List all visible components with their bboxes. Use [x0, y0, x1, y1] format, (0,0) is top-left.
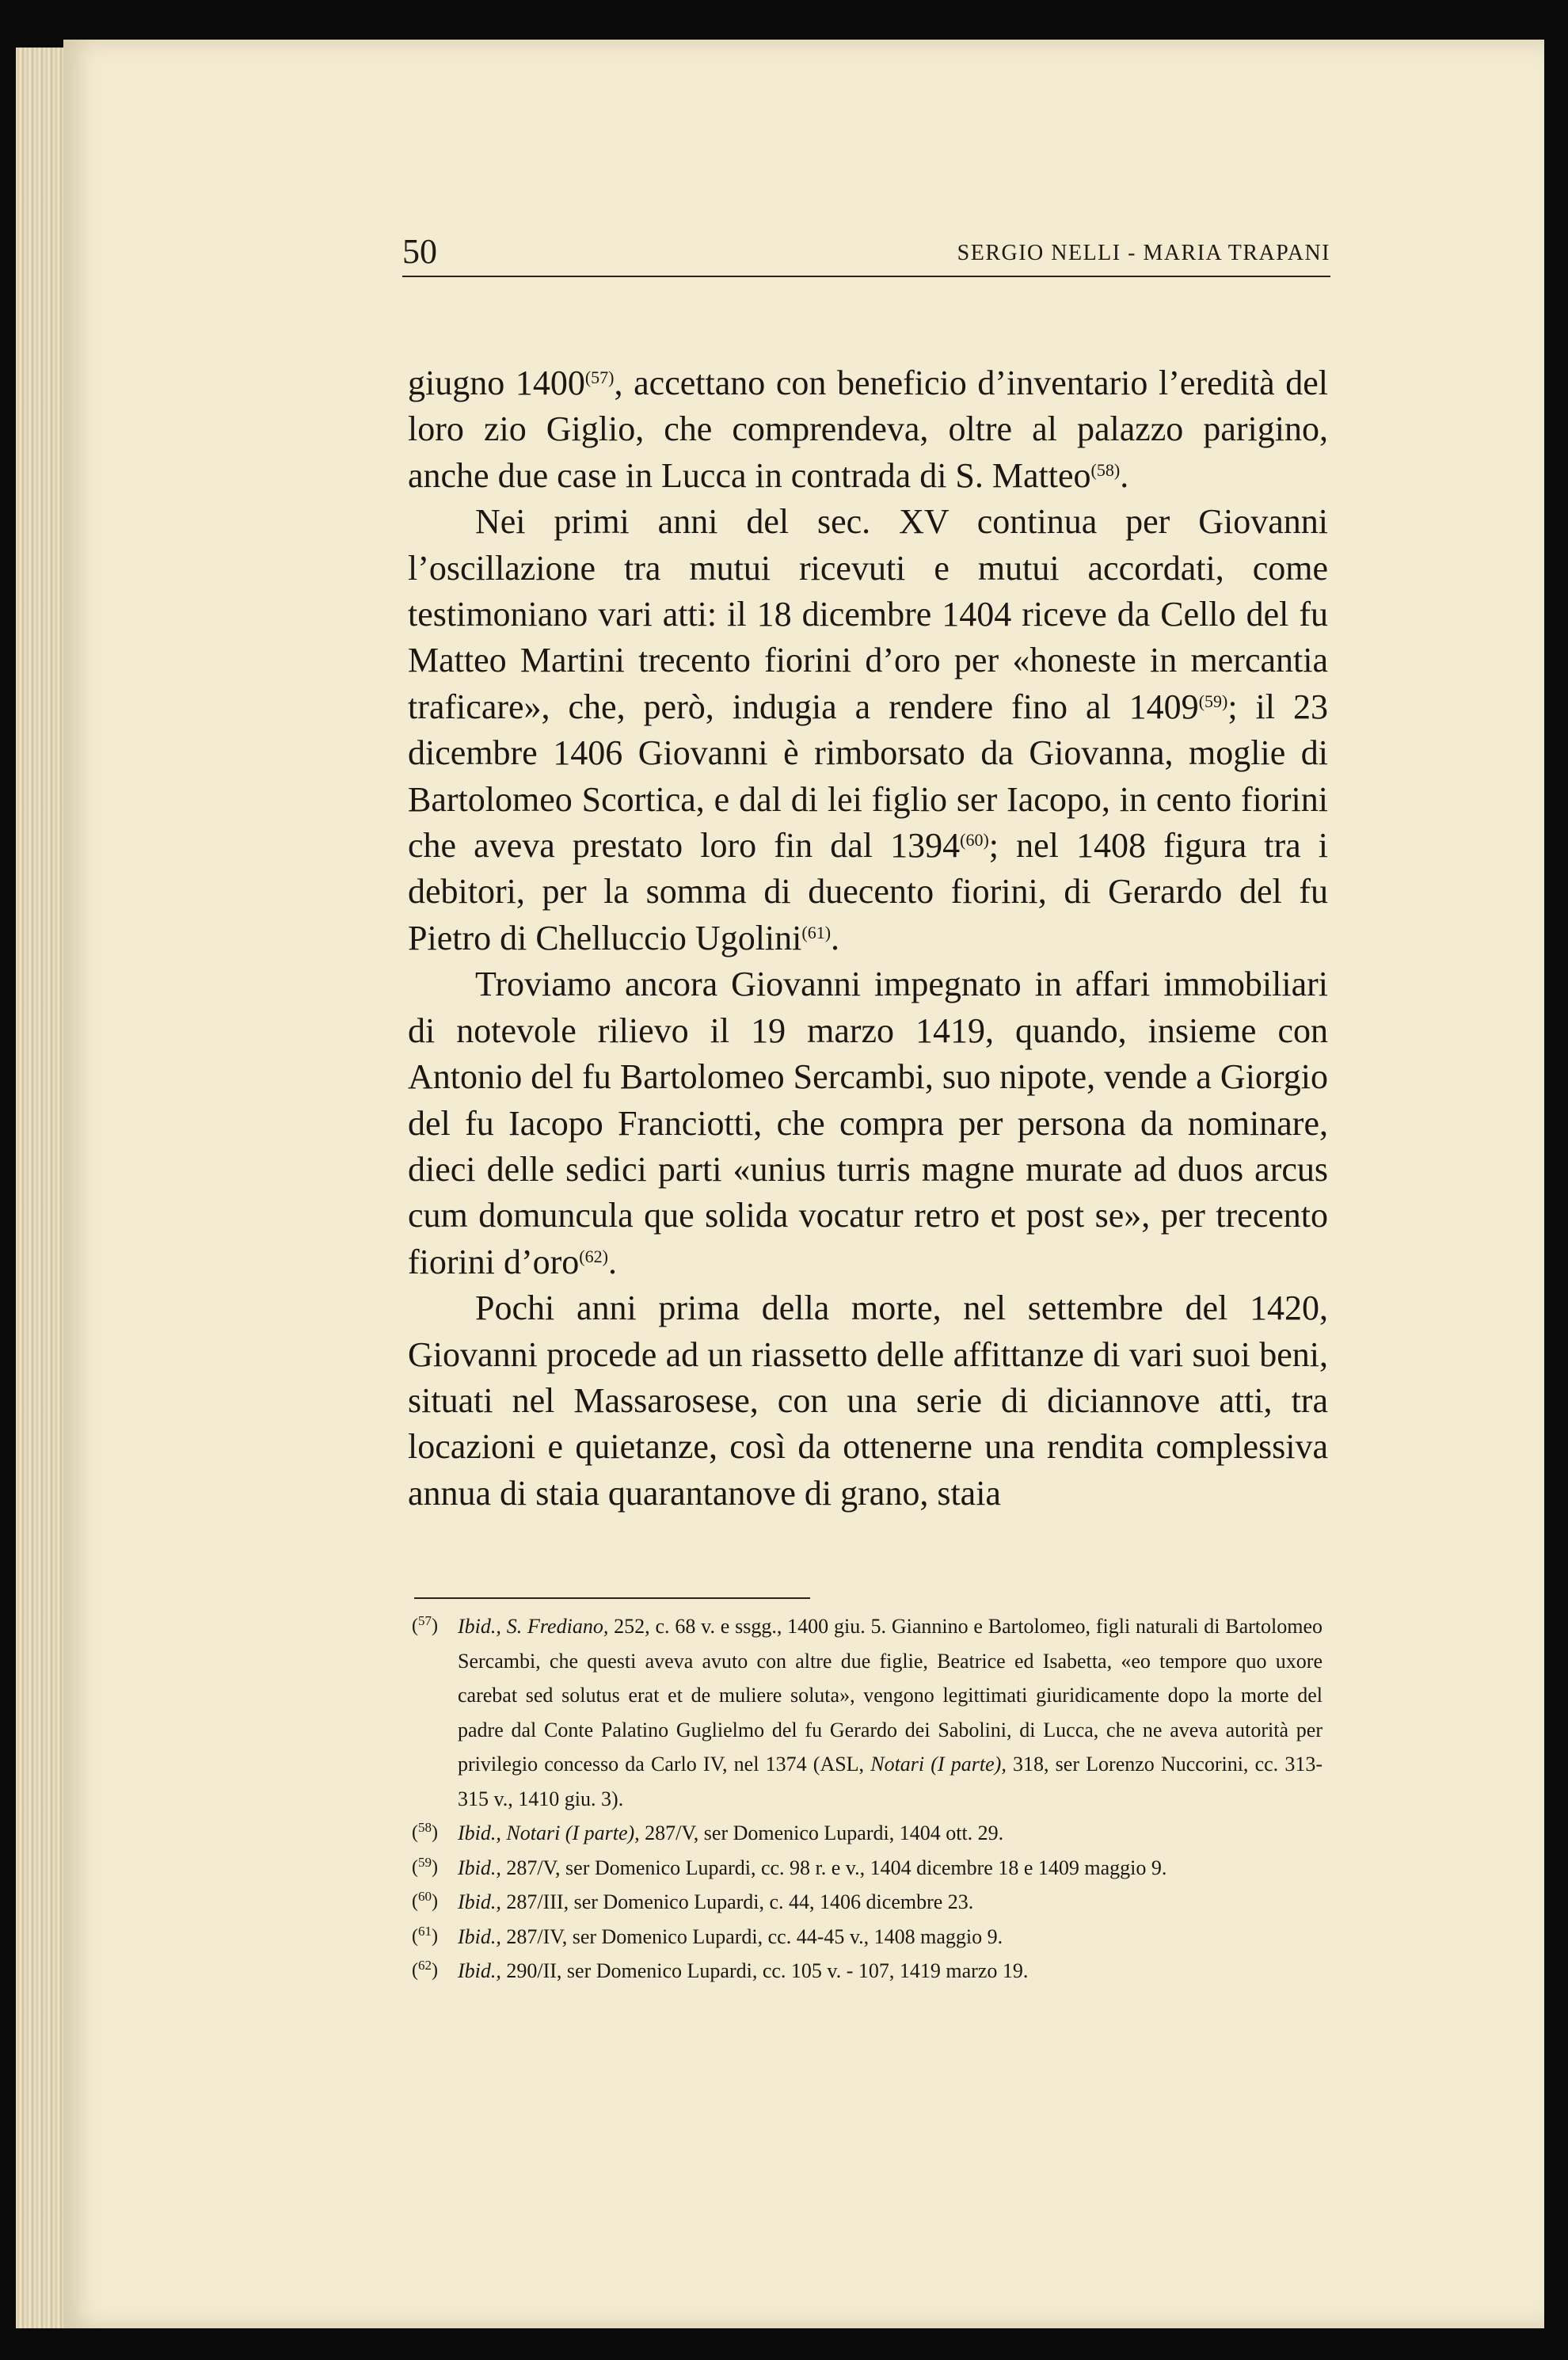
paragraph-text: .	[607, 1242, 617, 1281]
footnote-58	[412, 1816, 1323, 1851]
footnote-number: ($^{62}$)	[412, 1958, 438, 1981]
running-head: SERGIO NELLI - MARIA TRAPANI	[957, 241, 1330, 265]
footnote-ref: (58)	[1090, 459, 1121, 480]
footnote-text: Ibid., 287/III, ser Domenico Lupardi, c. 44, 1406 dicembre 23.	[458, 1890, 974, 1913]
page-header	[402, 223, 1330, 279]
footnote-number: ($^{57}$)	[412, 1613, 438, 1636]
paragraph-2	[408, 499, 1328, 961]
header-rule	[402, 276, 1330, 277]
paragraph-4	[408, 1285, 1328, 1517]
footnote-ref: (60)	[960, 830, 989, 851]
paragraph-3	[408, 961, 1328, 1285]
paragraph-text: ; nel 1408 figura tra i debitori, per la somma di duecento fiorini, di Gerardo del fu Pietro di Chelluccio Ugolini	[408, 826, 1329, 957]
page-number: 50	[402, 232, 437, 271]
footnote-60	[412, 1885, 1323, 1920]
paragraph-text: .	[1120, 455, 1129, 495]
footnote-ref: (59)	[1198, 691, 1228, 711]
footnote-text: Ibid., 287/IV, ser Domenico Lupardi, cc. 44-45 v., 1408 maggio 9.	[458, 1924, 1003, 1948]
paragraph-text: giugno 1400	[408, 364, 585, 402]
footnote-text: Ibid., 287/V, ser Domenico Lupardi, cc. 98 r. e v., 1404 dicembre 18 e 1409 maggio 9.	[458, 1856, 1167, 1879]
paragraph-1	[408, 360, 1328, 499]
paragraph-text: Nei primi anni del sec. XV continua per Giovanni l’oscillazione tra mutui ricevuti e mutui accordati, come testimoniano vari atti: il 18 dicembre 1404 riceve da Cello del fu Matteo Martini trecento fiorini d’oro per «honeste in mercantia traficare», che, però, indugia a rendere fino al 1409	[408, 502, 1328, 726]
paragraph-text: .	[831, 918, 840, 957]
footnote-number: ($^{58}$)	[412, 1820, 438, 1843]
footnote-text: Ibid., Notari (I parte), 287/V, ser Domenico Lupardi, 1404 ott. 29.	[458, 1821, 1004, 1844]
footnote-text: Ibid., S. Frediano, 252, c. 68 v. e ssgg., 1400 giu. 5. Giannino e Bartolomeo, figli naturali di Bartolomeo Sercambi, che questi aveva avuto con altre due figlie, Beatrice ed Isabetta, «eo tempore quo uxore carebat sed solutus erat et de muliere soluta», vengono legittimati giuridicamente dopo la morte del padre dal Conte Palatino Guglielmo del fu Gerardo dei Sabolini, di Lucca, che ne aveva autorità per privilegio concesso da Carlo IV, nel 1374 (ASL, Notari (I parte), 318, ser Lorenzo Nuccorini, cc. 313-315 v., 1410 giu. 3).	[458, 1615, 1323, 1810]
footnotes	[412, 1609, 1323, 1989]
paragraph-text: ; il 23 dicembre 1406 Giovanni è rimborsato da Giovanna, moglie di Bartolomeo Scortica, e dal di lei figlio ser Iacopo, in cento fiorini che aveva prestato loro fin dal 1394	[408, 687, 1328, 866]
footnote-rule	[414, 1597, 810, 1599]
body-text	[408, 360, 1328, 1517]
footnote-ref: (62)	[579, 1246, 608, 1266]
footnote-ref: (61)	[801, 922, 832, 942]
footnote-number: ($^{61}$)	[412, 1923, 438, 1947]
footnote-62	[412, 1954, 1323, 1989]
footnote-text: Ibid., 290/II, ser Domenico Lupardi, cc. 105 v. - 107, 1419 marzo 19.	[458, 1959, 1029, 1982]
paragraph-text: Troviamo ancora Giovanni impegnato in affari immobiliari di notevole rilievo il 19 marzo 1419, quando, insieme con Antonio del fu Bartolomeo Sercambi, suo nipote, vende a Giorgio del fu Iacopo Franciotti, che compra per persona da nominare, dieci delle sedici parti «unius turris magne murate ad duos arcus cum domuncula que solida vocatur retro et post se», per trecento fiorini d’oro	[408, 965, 1328, 1281]
paragraph-text: , accettano con beneficio d’inventario l’eredità del loro zio Giglio, che comprendeva, oltre al palazzo parigino, anche due case in Lucca in contrada di S. Matteo	[408, 364, 1328, 495]
paragraph-text: Pochi anni prima della morte, nel settembre del 1420, Giovanni procede ad un riassetto delle affittanze di vari suoi beni, situati nel Massarosese, con una serie di diciannove atti, tra locazioni e quietanze, così da ottenerne una rendita complessiva annua di staia quarantanove di grano, staia	[408, 1288, 1328, 1513]
footnote-number: ($^{59}$)	[412, 1854, 438, 1878]
footnote-59	[412, 1851, 1323, 1886]
footnote-61	[412, 1920, 1323, 1955]
footnote-ref: (57)	[584, 367, 615, 387]
footnote-number: ($^{60}$)	[412, 1889, 438, 1912]
footnote-57	[412, 1609, 1323, 1816]
